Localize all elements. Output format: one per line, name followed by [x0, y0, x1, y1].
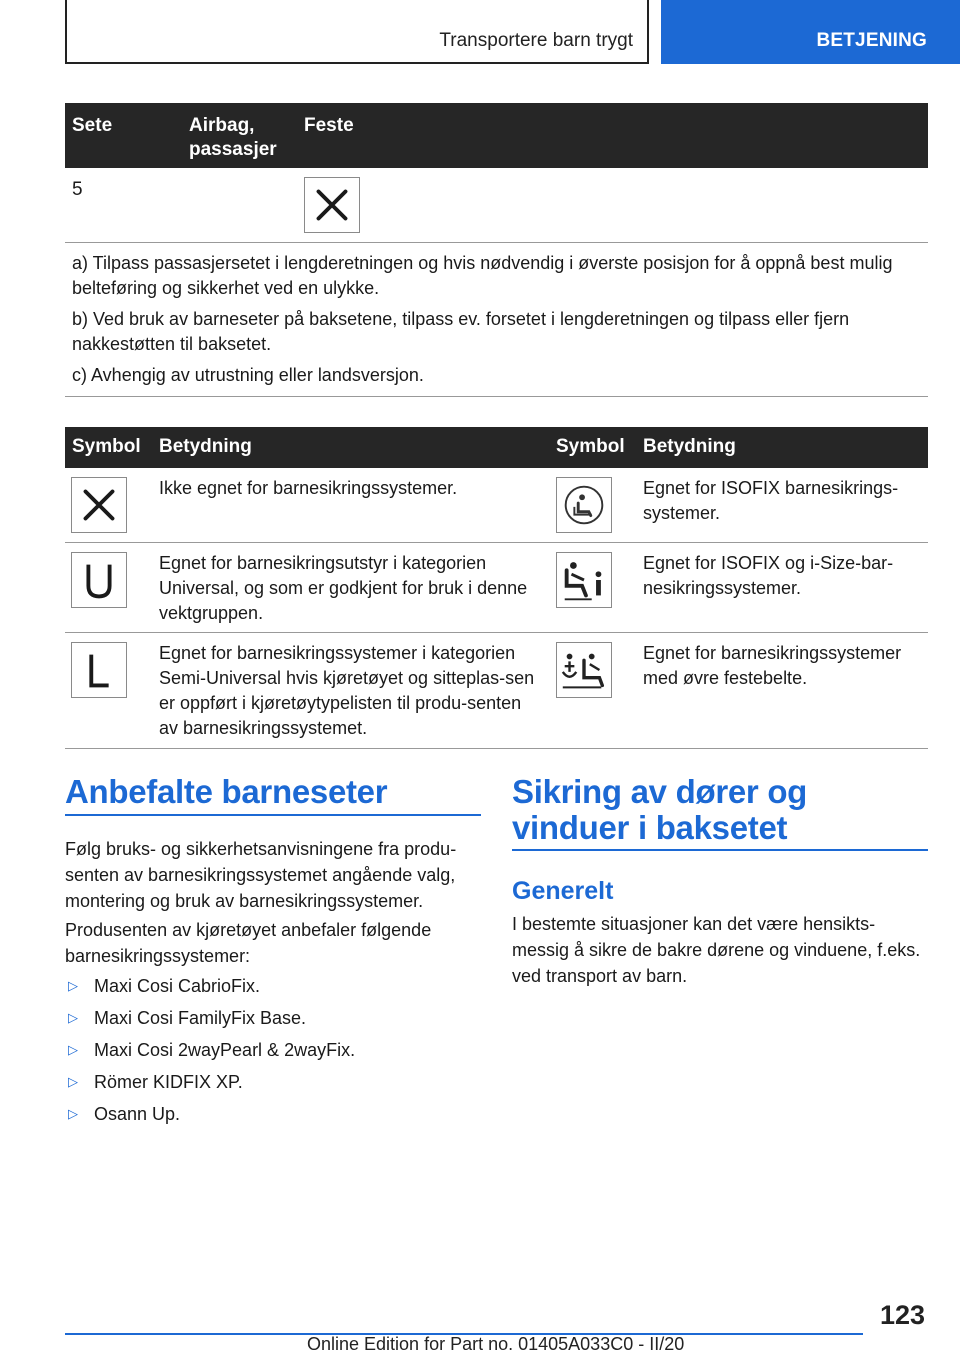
table-row	[65, 543, 928, 633]
triangle-bullet-icon: ▷	[68, 1074, 78, 1089]
door-window-safety-heading: Sikring av dører og vinduer i baksetet	[512, 773, 808, 846]
list-item: ▷ Maxi Cosi CabrioFix.	[65, 976, 260, 997]
symbol-meaning: Egnet for ISOFIX og i-Size-bar-nesikringssystemer.	[643, 553, 894, 598]
symbol-meaning: Ikke egnet for barnesikringssystemer.	[159, 478, 458, 498]
semi-universal-l-icon	[71, 642, 127, 698]
universal-u-icon	[71, 552, 127, 608]
intro-paragraph: Følg bruks- og sikkerhetsanvisningene fra produ-senten av barnesikringssystemet angående valg, montering og bruk av barnesikringssystemer.	[65, 839, 457, 911]
seat-airbag-table	[65, 103, 928, 397]
isize-seat-icon	[556, 552, 612, 608]
table-footnotes	[65, 243, 928, 397]
footnote-c: c) Avhengig av utrustning eller landsversjon.	[72, 365, 424, 385]
footnote-b: b) Ved bruk av barneseter på baksetene, tilpass ev. forsetet i lengderetningen og tilpass eller fjern nakkestøtten til baksetet.	[72, 309, 850, 354]
top-tether-seat-icon	[556, 642, 612, 698]
col-header-meaning-2: Betydning	[643, 436, 736, 457]
col-header-mount: Feste	[304, 115, 354, 136]
col-header-airbag: Airbag, passasjer	[189, 115, 277, 160]
list-item: ▷ Osann Up.	[65, 1104, 180, 1125]
heading-rule	[512, 849, 928, 851]
symbol-meaning: Egnet for barnesikringssystemer med øvre festebelte.	[643, 643, 902, 688]
triangle-bullet-icon: ▷	[68, 1042, 78, 1057]
recommended-seats-heading: Anbefalte barneseter	[65, 773, 388, 810]
general-paragraph: I bestemte situasjoner kan det være hensikts-messig å sikre de bakre dørene og vinduene, f.eks. ved transport av barn.	[512, 914, 921, 986]
triangle-bullet-icon: ▷	[68, 978, 78, 993]
seat-number: 5	[72, 179, 83, 200]
symbol-meaning: Egnet for ISOFIX barnesikrings-systemer.	[643, 478, 899, 523]
table-row	[65, 168, 928, 243]
header-section-title: Transportere barn trygt	[439, 30, 633, 51]
col-header-symbol-2: Symbol	[556, 436, 625, 457]
symbol-meaning: Egnet for barnesikringssystemer i kategorien Semi-Universal hvis kjøretøyet og sitteplas-sen er oppført i kjøretøytypelisten til produ-senten av barnesikringssystemet.	[159, 643, 535, 738]
symbol-legend-table	[65, 427, 928, 749]
col-header-meaning-1: Betydning	[159, 436, 252, 457]
table-row	[65, 633, 928, 749]
list-item: ▷ Maxi Cosi 2wayPearl & 2wayFix.	[65, 1040, 355, 1061]
list-item: ▷ Maxi Cosi FamilyFix Base.	[65, 1008, 306, 1029]
table-header-row	[65, 103, 928, 168]
general-subheading: Generelt	[512, 877, 614, 905]
header-section-box	[65, 0, 649, 64]
list-item: ▷ Römer KIDFIX XP.	[65, 1072, 243, 1093]
symbol-meaning: Egnet for barnesikringsutstyr i kategorien Universal, og som er godkjent for bruk i denne vektgruppen.	[159, 553, 528, 623]
header-chapter-label: BETJENING	[816, 30, 927, 51]
isofix-seat-icon	[556, 477, 612, 533]
x-symbol-icon	[71, 477, 127, 533]
table-row	[65, 468, 928, 543]
col-header-symbol-1: Symbol	[72, 436, 141, 457]
page-number: 123	[880, 1300, 926, 1330]
footnote-a: a) Tilpass passasjersetet i lengderetningen og hvis nødvendig i øverste posisjon for å oppnå best mulig belteføring og sikkerhet ved en ulykke.	[72, 253, 893, 298]
triangle-bullet-icon: ▷	[68, 1106, 78, 1121]
footer-edition: Online Edition for Part no. 01405A033C0 - II/20	[307, 1334, 685, 1354]
col-header-seat: Sete	[72, 115, 113, 136]
recommendation-paragraph: Produsenten av kjøretøyet anbefaler følgende barnesikringssystemer:	[65, 920, 432, 966]
table-header-row	[65, 427, 928, 468]
header-chapter-tab[interactable]	[661, 0, 960, 64]
triangle-bullet-icon: ▷	[68, 1010, 78, 1025]
x-symbol-icon	[304, 177, 360, 233]
heading-rule	[65, 814, 481, 816]
